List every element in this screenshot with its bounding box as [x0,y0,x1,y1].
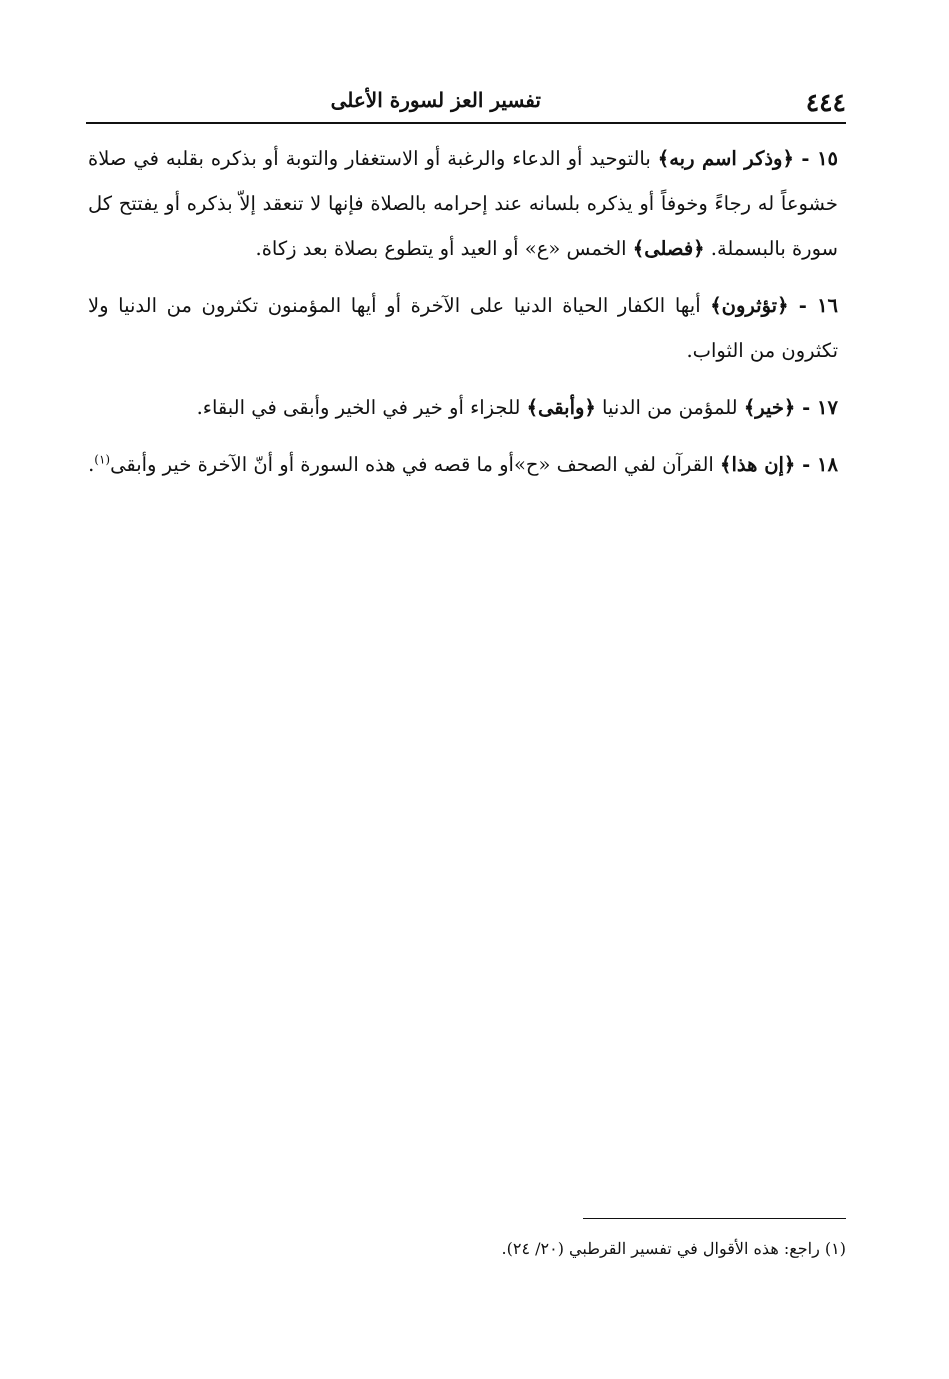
footnote-reference[interactable]: (١) [94,452,111,467]
commentary-text: للمؤمن من الدنيا [595,396,744,419]
verse-number: ١٥ - [793,147,839,170]
page-number: ٤٤٤ [805,88,846,117]
paragraph-15 [88,136,838,271]
verse-number: ١٧ - [795,396,838,419]
quran-quote: ﴿فصلى﴾ [632,237,705,260]
quran-quote: ﴿وذكر اسم ربه﴾ [657,147,794,170]
page-header [86,84,846,120]
quran-quote: ﴿إن هذا﴾ [720,453,796,476]
paragraph-18 [88,442,838,487]
paragraph-16 [88,283,838,373]
verse-number: ١٨ - [795,453,838,476]
footnote-rule [583,1218,846,1219]
quran-quote: ﴿تؤثرون﴾ [710,294,789,317]
quran-quote: ﴿خير﴾ [743,396,796,419]
footnote: (١) راجع: هذه الأقوال في تفسير القرطبي (٢٠/ ٢٤). [501,1239,846,1258]
header-rule [86,122,846,124]
commentary-text: . [88,453,95,476]
commentary-text: القرآن لفي الصحف «ح»أو ما قصه في هذه السورة أو أنّ الآخرة خير وأبقى [110,453,721,476]
main-text [88,136,838,499]
commentary-text: أيها الكفار الحياة الدنيا على الآخرة أو أيها المؤمنون تكثرون من الدنيا ولا تكثرون من الثواب. [88,294,838,362]
running-title: تفسير العز لسورة الأعلى [330,88,541,112]
quran-quote: ﴿وأبقى﴾ [526,396,596,419]
commentary-text: للجزاء أو خير في الخير وأبقى في البقاء. [196,396,527,419]
commentary-text: الخمس «ع» أو العيد أو يتطوع بصلاة بعد زكاة. [255,237,633,260]
verse-number: ١٦ - [788,294,839,317]
commentary-text: بالتوحيد أو الدعاء والرغبة أو الاستغفار والتوبة أو بذكره بقلبه في صلاة خشوعاً له رجاءً وخوفاً أو يذكره بلسانه عند إحرامه بالصلاة فإنها لا تنعقد إلاّ بذكره أو يفتتح كل سورة بالبسملة. [88,147,838,260]
paragraph-17 [88,385,838,430]
